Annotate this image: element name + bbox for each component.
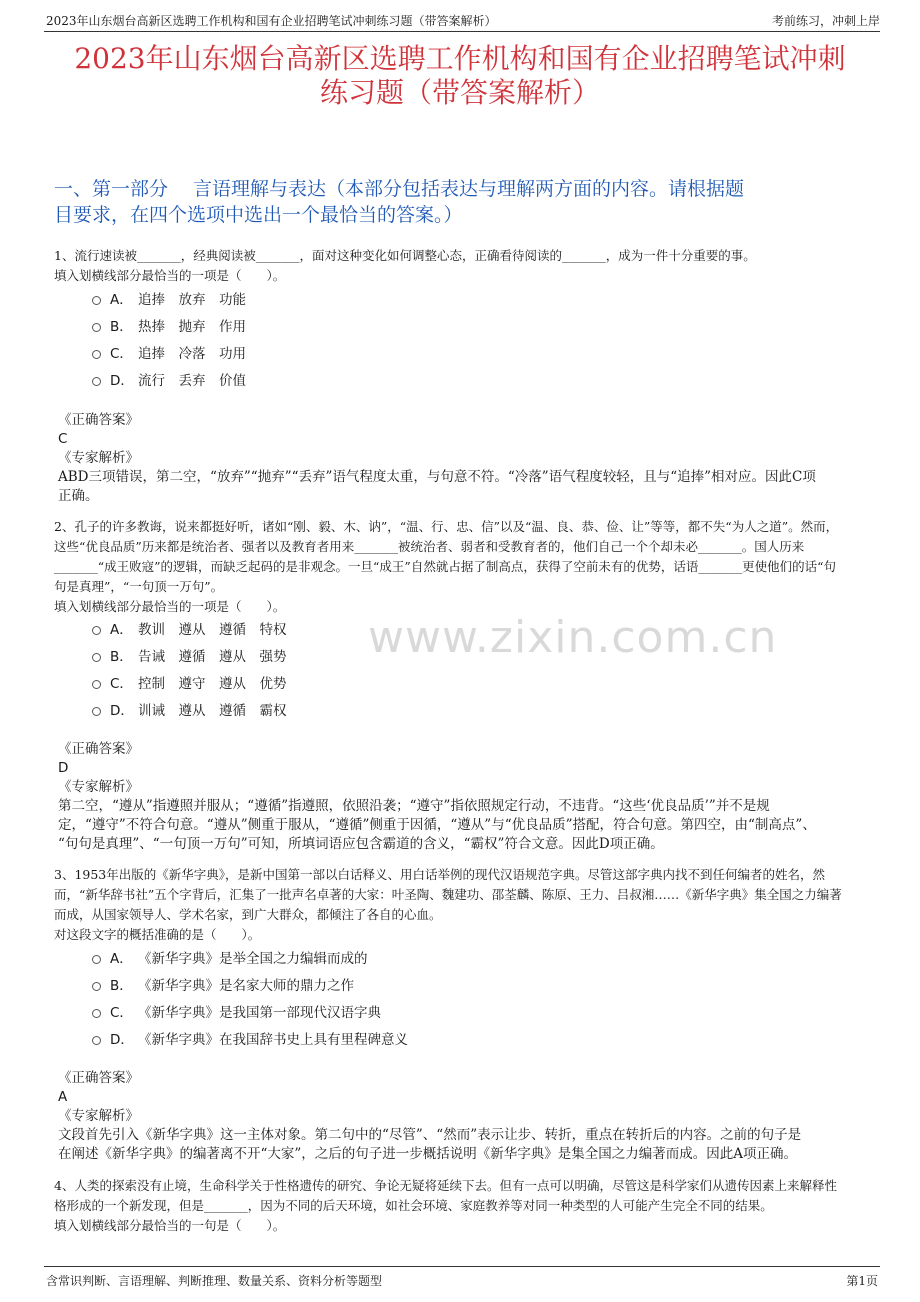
question-stem [54, 517, 870, 617]
footer-divider [44, 1266, 880, 1267]
stem-line: 对这段文字的概括准确的是（ ）。 [54, 927, 261, 942]
stem-line: 填入划横线部分最恰当的一项是（ ）。 [54, 268, 286, 283]
analysis-line: 在阐述《新华字典》的编著离不开“大家”，之后的句子进一步概括说明《新华字典》是集全国之力编著而成。因此A项正确。 [58, 1146, 798, 1162]
option-text: 《新华字典》是举全国之力编辑而成的 [138, 950, 368, 967]
option-b[interactable] [92, 311, 246, 338]
radio-icon[interactable] [92, 680, 101, 689]
option-list [92, 943, 408, 1051]
option-letter: D． [110, 1031, 134, 1048]
radio-icon[interactable] [92, 296, 101, 305]
radio-icon[interactable] [92, 1036, 101, 1045]
option-text: 控制 遵守 遵从 优势 [138, 675, 287, 692]
radio-icon[interactable] [92, 350, 101, 359]
radio-icon[interactable] [92, 323, 101, 332]
option-a[interactable] [92, 284, 246, 311]
answer-block [58, 1069, 870, 1164]
header-divider [44, 31, 880, 32]
option-text: 追捧 放弃 功能 [138, 291, 246, 308]
stem-line: 填入划横线部分最恰当的一句是（ ）。 [54, 1218, 286, 1233]
option-letter: B． [110, 977, 133, 994]
option-letter: B． [110, 318, 133, 335]
section-heading-line: 目要求，在四个选项中选出一个最恰当的答案。） [54, 204, 463, 226]
option-text: 教训 遵从 遵循 特权 [138, 621, 287, 638]
stem-line: 1、流行速读被_______，经典阅读被_______，面对这种变化如何调整心态，正确看待阅读的_______，成为一件十分重要的事。 [54, 248, 756, 263]
analysis-line: 文段首先引入《新华字典》这一主体对象。第二句中的“尽管”、“然而”表示让步、转折，重点在转折后的内容。之前的句子是 [58, 1127, 802, 1143]
analysis-line: 定，“遵守”不符合句意。“遵从”侧重于服从，“遵循”侧重于因循，“遵从”与“优良品质”搭配，符合句意。第四空，由“制高点”、 [58, 817, 816, 833]
option-d[interactable] [92, 1024, 408, 1051]
page-footer [0, 1266, 920, 1302]
radio-icon[interactable] [92, 1009, 101, 1018]
option-text: 流行 丢弃 价值 [138, 372, 246, 389]
option-letter: A． [110, 291, 133, 308]
answer-label: 《正确答案》 [58, 1070, 139, 1086]
analysis-label: 《专家解析》 [58, 779, 139, 795]
footer-topics: 含常识判断、言语理解、判断推理、数量关系、资料分析等题型 [46, 1274, 383, 1288]
analysis-line: 正确。 [58, 488, 99, 504]
option-a[interactable] [92, 943, 408, 970]
option-list [92, 284, 246, 392]
answer-label: 《正确答案》 [58, 741, 139, 757]
option-c[interactable] [92, 338, 246, 365]
radio-icon[interactable] [92, 955, 101, 964]
option-letter: C． [110, 675, 133, 692]
analysis-label: 《专家解析》 [58, 1108, 139, 1124]
answer-value: D [58, 760, 69, 776]
analysis-label: 《专家解析》 [58, 450, 139, 466]
option-text: 追捧 冷落 功用 [138, 345, 246, 362]
header-slogan: 考前练习，冲刺上岸 [771, 14, 880, 28]
option-letter: B． [110, 648, 133, 665]
page-title [40, 42, 880, 110]
answer-value: A [58, 1089, 68, 1105]
option-c[interactable] [92, 668, 287, 695]
stem-line: 句是真理”，“一句顶一万句”。 [54, 579, 224, 594]
option-text: 告诫 遵循 遵从 强势 [138, 648, 287, 665]
stem-line: 这些“优良品质”历来都是统治者、强者以及教育者用来_______被统治者、弱者和受教育者的，他们自己一个个却未必_______。国人历来 [54, 539, 805, 554]
option-letter: C． [110, 345, 133, 362]
option-letter: D． [110, 372, 134, 389]
option-letter: D． [110, 702, 134, 719]
option-text: 《新华字典》在我国辞书史上具有里程碑意义 [138, 1031, 408, 1048]
page-header [0, 0, 920, 32]
stem-line: 3、1953年出版的《新华字典》，是新中国第一部以白话释义、用白话举例的现代汉语规范字典。尽管这部字典内找不到任何编者的姓名，然 [54, 867, 826, 882]
stem-line: _______“成王败寇”的逻辑，而缺乏起码的是非观念。一旦“成王”自然就占据了制高点，获得了空前未有的优势，话语_______更使他们的话“句 [54, 559, 836, 574]
header-doc-title: 2023年山东烟台高新区选聘工作机构和国有企业招聘笔试冲刺练习题（带答案解析） [46, 14, 497, 28]
option-b[interactable] [92, 641, 287, 668]
radio-icon[interactable] [92, 653, 101, 662]
stem-line: 而成，从国家领导人、学术名家，到广大群众，都倾注了各自的心血。 [54, 907, 442, 922]
option-c[interactable] [92, 997, 408, 1024]
option-a[interactable] [92, 614, 287, 641]
option-list [92, 614, 287, 722]
option-text: 《新华字典》是我国第一部现代汉语字典 [138, 1004, 381, 1021]
radio-icon[interactable] [92, 626, 101, 635]
radio-icon[interactable] [92, 377, 101, 386]
stem-line: 而，“新华辞书社”五个字背后，汇集了一批声名卓著的大家：叶圣陶、魏建功、邵荃麟、陈原、王力、吕叔湘……《新华字典》集全国之力编著 [54, 887, 842, 902]
stem-line: 2、孔子的许多教诲，说来都挺好听，诸如“刚、毅、木、讷”，“温、行、忠、信”以及“温、良、恭、俭、让”等等，都不失“为人之道”。然而， [54, 519, 839, 534]
analysis-line: 第二空，“遵从”指遵照并服从；“遵循”指遵照，依照沿袭；“遵守”指依照规定行动，不违背。“这些‘优良品质’”并不是规 [58, 798, 770, 814]
option-b[interactable] [92, 970, 408, 997]
question-stem [54, 865, 870, 945]
page-title-line: 练习题（带答案解析） [319, 76, 600, 109]
radio-icon[interactable] [92, 982, 101, 991]
option-text: 训诫 遵从 遵循 霸权 [138, 702, 287, 719]
analysis-line: ABD三项错误，第二空，“放弃”“抛弃”“丢弃”语气程度太重，与句意不符。“冷落”语气程度较轻，且与“追捧”相对应。因此C项 [58, 469, 816, 485]
page-title-line: 2023年山东烟台高新区选聘工作机构和国有企业招聘笔试冲刺 [74, 42, 846, 75]
answer-block [58, 411, 870, 506]
question-stem [54, 1176, 870, 1236]
section-heading-line: 一、第一部分 言语理解与表达（本部分包括表达与理解两方面的内容。请根据题 [54, 178, 745, 200]
radio-icon[interactable] [92, 707, 101, 716]
section-heading [54, 176, 870, 228]
answer-value: C [58, 431, 68, 447]
option-d[interactable] [92, 695, 287, 722]
option-letter: C． [110, 1004, 133, 1021]
watermark: www.zixin.com.cn [368, 612, 778, 663]
analysis-line: “句句是真理”、“一句顶一万句”可知，所填词语应包含霸道的含义，“霸权”符合文意。因此D项正确。 [58, 836, 664, 852]
stem-line: 填入划横线部分最恰当的一项是（ ）。 [54, 599, 286, 614]
option-letter: A． [110, 950, 133, 967]
answer-block [58, 740, 870, 854]
option-letter: A． [110, 621, 133, 638]
stem-line: 4、人类的探索没有止境，生命科学关于性格遗传的研究、争论无疑将延续下去。但有一点可以明确，尽管这是科学家们从遗传因素上来解释性 [54, 1178, 837, 1193]
option-text: 热捧 抛弃 作用 [138, 318, 246, 335]
option-d[interactable] [92, 365, 246, 392]
question-stem [54, 246, 870, 286]
stem-line: 格形成的一个新发现，但是_______，因为不同的后天环境，如社会环境、家庭教养等对同一种类型的人可能产生完全不同的结果。 [54, 1198, 773, 1213]
option-text: 《新华字典》是名家大师的鼎力之作 [138, 977, 354, 994]
page-number: 第1页 [846, 1274, 878, 1288]
answer-label: 《正确答案》 [58, 412, 139, 428]
